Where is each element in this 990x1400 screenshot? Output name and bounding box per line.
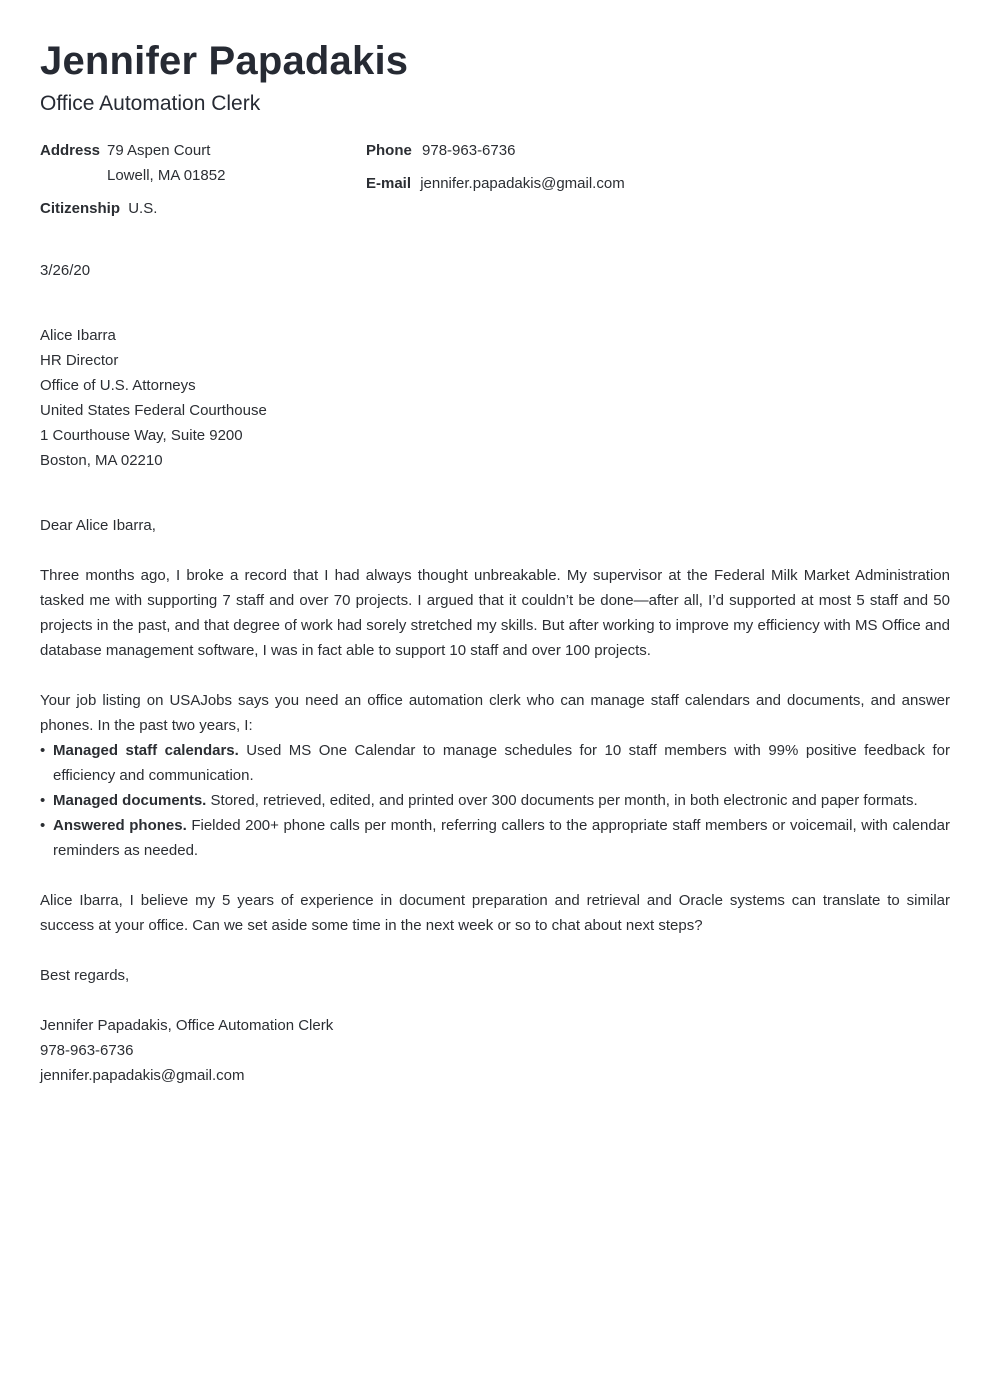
- list-item-text: Used MS One Calendar to manage schedules for 10 staff members with 99% positive feedback for efficiency and communication.: [53, 742, 950, 784]
- phone-label: Phone: [366, 142, 412, 159]
- paragraph-job-listing-text: Your job listing on USAJobs says you need an office automation clerk who can manage staff calendars and documents, and answer phones. In the past two years, I:: [40, 692, 950, 734]
- bullet-icon: •: [40, 817, 46, 834]
- bullet-icon: •: [40, 792, 46, 809]
- paragraph-job-listing: [40, 688, 950, 863]
- email-label: E-mail: [366, 175, 412, 192]
- address-line-2: Lowell, MA 01852: [107, 167, 226, 184]
- list-item-heading: Answered phones.: [53, 817, 187, 834]
- phone-value: 978-963-6736: [422, 142, 516, 159]
- citizenship-block: [40, 196, 157, 221]
- applicant-job-title: Office Automation Clerk: [40, 92, 261, 115]
- recipient-building: United States Federal Courthouse: [40, 402, 267, 419]
- email-value: jennifer.papadakis@gmail.com: [420, 175, 625, 192]
- bullet-icon: •: [40, 742, 46, 759]
- citizenship-label: Citizenship: [40, 200, 121, 217]
- recipient-block: [40, 323, 950, 473]
- letter-date: 3/26/20: [40, 262, 91, 279]
- contact-info: [40, 138, 950, 238]
- address-label: Address: [40, 142, 101, 159]
- closing-line: Best regards,: [40, 967, 130, 984]
- salutation: Dear Alice Ibarra,: [40, 517, 156, 534]
- signature-block: [40, 1013, 950, 1088]
- paragraph-closing-pitch: Alice Ibarra, I believe my 5 years of experience in document preparation and retrieval and Oracle systems can translate to similar success at your office. Can we set aside some time in the next week or so to chat about next steps?: [40, 892, 950, 934]
- list-item-heading: Managed documents.: [53, 792, 207, 809]
- email-block: [366, 171, 625, 196]
- list-item: [40, 813, 950, 863]
- recipient-title: HR Director: [40, 352, 119, 369]
- recipient-name: Alice Ibarra: [40, 327, 116, 344]
- address-line-1: 79 Aspen Court: [107, 142, 211, 159]
- paragraph-intro: Three months ago, I broke a record that I had always thought unbreakable. My supervisor at the Federal Milk Market Administration tasked me with supporting 7 staff and over 70 projects. I argued that it couldn’t be done—after all, I’d supported at most 5 staff and 50 projects in the past, and that degree of work had sorely stretched my skills. But after working to improve my efficiency with MS Office and database management software, I was in fact able to support 10 staff and over 100 projects.: [40, 567, 950, 659]
- list-item-heading: Managed staff calendars.: [53, 742, 239, 759]
- list-item: [40, 788, 950, 813]
- recipient-city: Boston, MA 02210: [40, 452, 163, 469]
- signature-email: jennifer.papadakis@gmail.com: [40, 1067, 245, 1084]
- applicant-name: Jennifer Papadakis: [40, 39, 409, 83]
- signature-phone: 978-963-6736: [40, 1042, 134, 1059]
- list-item-text: Stored, retrieved, edited, and printed over 300 documents per month, in both electronic and paper formats.: [206, 792, 918, 809]
- list-item-text: Fielded 200+ phone calls per month, referring callers to the appropriate staff members or voicemail, with calendar reminders as needed.: [53, 817, 950, 859]
- recipient-office: Office of U.S. Attorneys: [40, 377, 196, 394]
- citizenship-value: U.S.: [128, 200, 158, 217]
- recipient-street: 1 Courthouse Way, Suite 9200: [40, 427, 243, 444]
- list-item: [40, 738, 950, 788]
- achievement-list: [40, 738, 950, 863]
- signature-name-title: Jennifer Papadakis, Office Automation Clerk: [40, 1017, 334, 1034]
- address-values: [107, 138, 225, 188]
- phone-block: [366, 138, 515, 163]
